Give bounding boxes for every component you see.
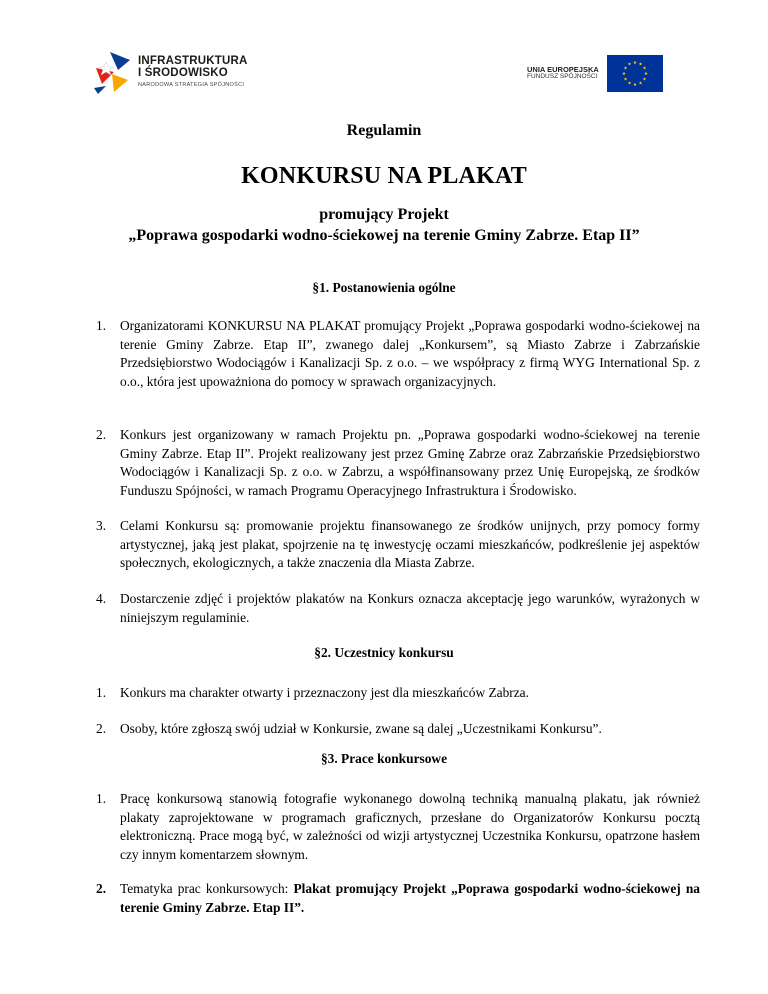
list-item-number: 2. <box>96 427 107 442</box>
list-item-text: Plakat promujący Projekt „Poprawa gospodarki wodno-ściekowej na terenie Gminy Zabrze. Etap II”. <box>120 881 700 915</box>
logo-right-line1: UNIA EUROPEJSKA <box>527 64 599 74</box>
list-item-number: 1. <box>96 318 107 333</box>
list-item-number: 2. <box>96 881 107 896</box>
regulamin-label: Regulamin <box>346 122 422 139</box>
list-item-text: Celami Konkursu są: promowanie projektu finansowanego ze środków unijnych, przy pomocy formy artystycznej, jaką jest plakat, spojrzenie na tę inwestycję oczami mieszkańców, podkreślenie jej aspektów społecznych, ekologicznych, a także znaczenia dla Miasta Zabrze. <box>120 518 700 571</box>
logo-right-line2: FUNDUSZ SPÓJNOŚCI <box>527 72 598 80</box>
list-item <box>96 517 700 573</box>
list-item-text: Osoby, które zgłoszą swój udział w Konkursie, zwane są dalej „Uczestnikami Konkursu”. <box>120 721 602 736</box>
list-item-lead: Tematyka prac konkursowych: <box>120 881 294 896</box>
infrastruktura-logo-icon <box>92 50 132 94</box>
document-subtitle-1: promujący Projekt <box>319 206 449 223</box>
logo-left-line2: I ŚRODOWISKO <box>138 67 228 80</box>
list-item-text: Organizatorami KONKURSU NA PLAKAT promujący Projekt „Poprawa gospodarki wodno-ściekowej na terenie Gminy Zabrze. Etap II”, zwanego dalej „Konkursem”, są Miasto Zabrze i Zabrzańskie Przedsiębiorstwo Wodociągów i Kanalizacji Sp. z o.o. – we współpracy z firmą WYG International Sp. z o.o., która jest upoważniona do pomocy w sprawach organizacyjnych. <box>120 318 700 389</box>
list-item <box>96 720 700 739</box>
document-title: KONKURSU NA PLAKAT <box>241 163 527 189</box>
section-heading-3: §3. Prace konkursowe <box>320 751 448 766</box>
list-item-text: Konkurs jest organizowany w ramach Projektu pn. „Poprawa gospodarki wodno-ściekowej na terenie Gminy Zabrze. Etap II”. Projekt realizowany jest przez Gminę Zabrze oraz Zabrzańskie Przedsiębiorstwo Wodociągów i Kanalizacji Sp. z o.o. w Zabrzu, a współfinansowany przez Unię Europejską, ze środków Funduszu Spójności, w ramach Programu Operacyjnego Infrastruktura i Środowisko. <box>120 427 700 498</box>
document-subtitle-2: „Poprawa gospodarki wodno-ściekowej na terenie Gminy Zabrze. Etap II” <box>128 227 640 244</box>
list-item-number: 2. <box>96 721 107 736</box>
infrastruktura-logo <box>92 44 260 100</box>
list-item <box>96 590 700 627</box>
list-item <box>96 317 700 391</box>
list-item <box>96 426 700 500</box>
list-item <box>96 790 700 864</box>
list-item-text: Dostarczenie zdjęć i projektów plakatów na Konkurs oznacza akceptację jego warunków, wyrażonych w niniejszym regulaminie. <box>120 591 700 625</box>
list-item-text: Konkurs ma charakter otwarty i przeznaczony jest dla mieszkańców Zabrza. <box>120 685 529 700</box>
section-heading-2: §2. Uczestnicy konkursu <box>314 645 454 660</box>
eu-logo <box>527 54 687 92</box>
eu-flag-icon <box>607 55 663 92</box>
section-heading-1: §1. Postanowienia ogólne <box>312 280 456 295</box>
list-item-number: 4. <box>96 591 107 606</box>
logo-left-line1: INFRASTRUKTURA <box>138 54 248 67</box>
logo-left-line3: NARODOWA STRATEGIA SPÓJNOŚCI <box>138 81 245 88</box>
list-item <box>96 684 700 703</box>
list-item-number: 1. <box>96 685 107 700</box>
list-item <box>96 880 700 917</box>
list-item-number: 3. <box>96 518 107 533</box>
list-item-text: Pracę konkursową stanowią fotografie wykonanego dowolną techniką manualną plakatu, jak również plakaty zaprojektowane w programach graficznych, przesłane do Organizatorów Konkursu pocztą elektroniczną. Prace mogą być, w zależności od wizji artystycznej Uczestnika Konkursu, opatrzone hasłem czy innym komentarzem słownym. <box>120 791 700 862</box>
list-item-number: 1. <box>96 791 107 806</box>
